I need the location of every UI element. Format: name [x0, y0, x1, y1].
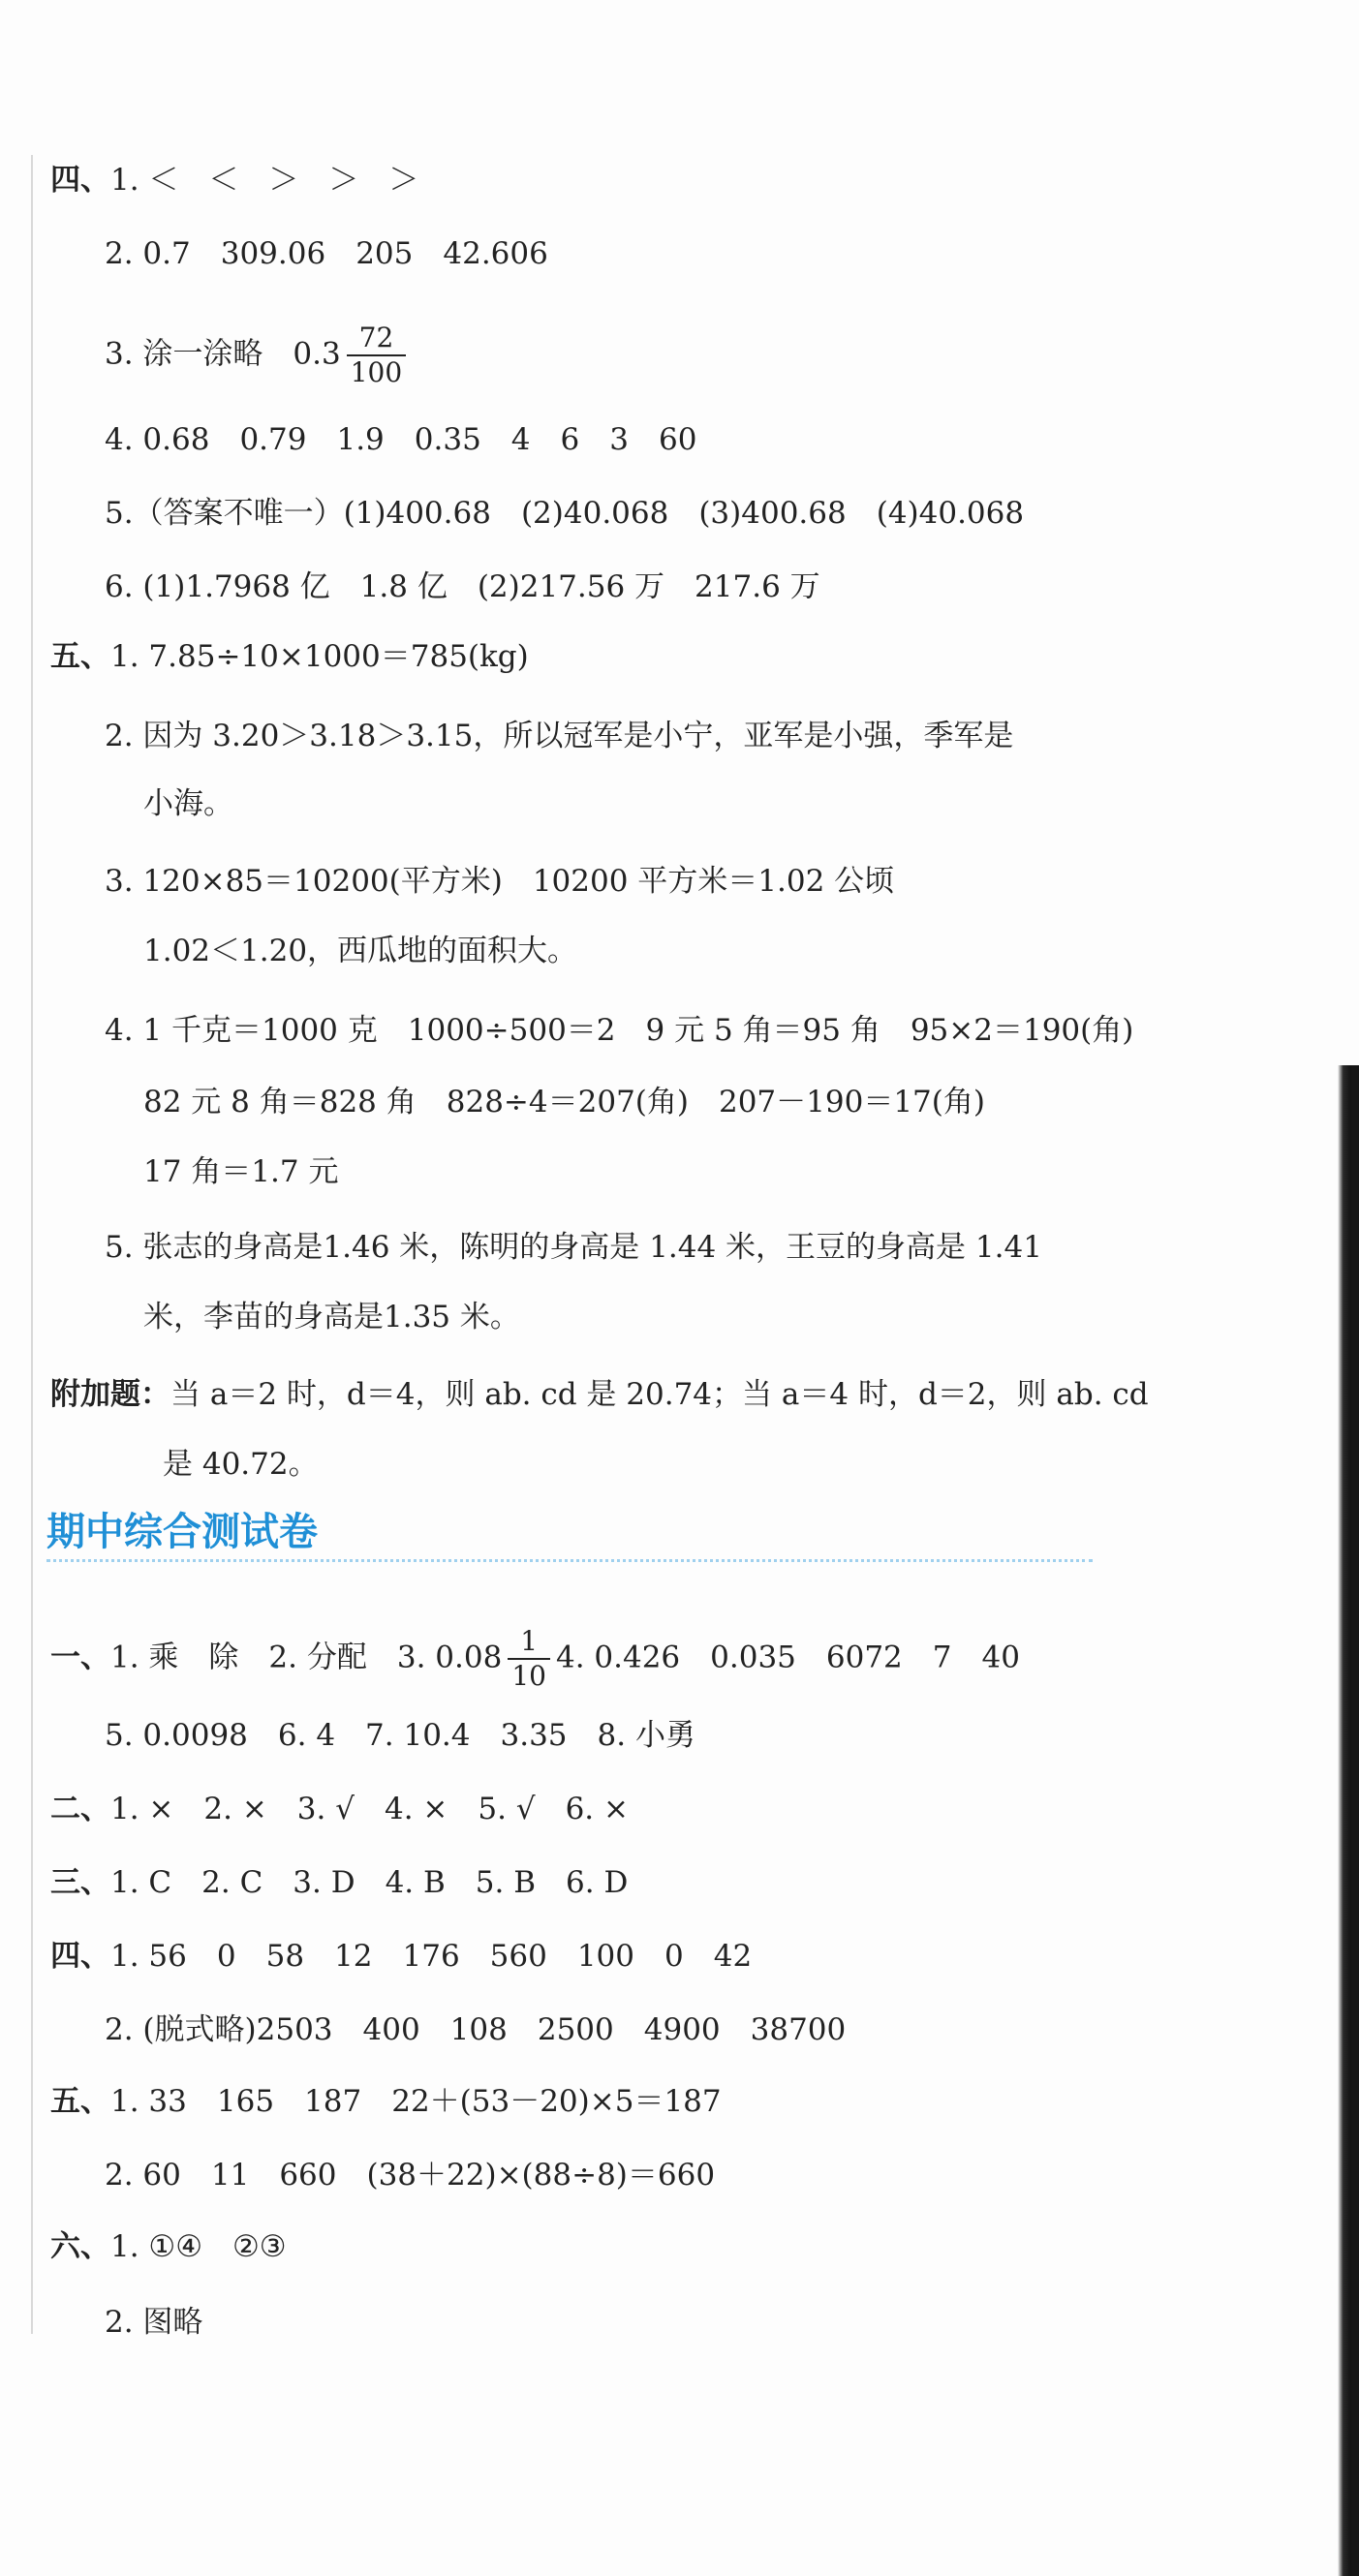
mid-p3-line	[50, 1863, 628, 1902]
part5-line-2a: 2. 因为 3.20＞3.18＞3.15，所以冠军是小宁，亚军是小强，季军是	[105, 719, 1014, 753]
part5-line-2b: 小海。	[143, 786, 233, 821]
mid-p1a-before: 1. 乘 除 2. 分配 3. 0.08	[110, 1640, 503, 1675]
mid-p5a-text: 1. 33 165 187 22＋(53－20)×5＝187	[110, 2084, 722, 2119]
part4-line-5: 5.（答案不唯一）(1)400.68 (2)40.068 (3)400.68 (4)40.068	[105, 496, 1025, 531]
part4-line-2: 2. 0.7 309.06 205 42.606	[105, 236, 548, 271]
mid-p4-line-a	[50, 1937, 752, 1976]
part5-line-4a: 4. 1 千克＝1000 克 1000÷500＝2 9 元 5 角＝95 角 95×2＝190(角)	[105, 1013, 1134, 1048]
mid-p2-label: 二、	[50, 1792, 110, 1826]
part5-line-4b: 82 元 8 角＝828 角 828÷4＝207(角) 207－190＝17(角)	[143, 1085, 985, 1119]
fraction-72-100	[347, 322, 406, 389]
binding-margin-line	[31, 155, 33, 2334]
mid-p3-label: 三、	[50, 1865, 110, 1900]
part4-line-3-text: 3. 涂一涂略 0.3	[105, 336, 341, 372]
bonus-line-a	[50, 1375, 1149, 1414]
part5-line-5a: 5. 张志的身高是1.46 米，陈明的身高是 1.44 米，王豆的身高是 1.41	[105, 1230, 1042, 1265]
part4-label: 四、	[50, 163, 110, 198]
part4-line-1	[50, 161, 418, 199]
fraction-numerator: 1	[508, 1625, 550, 1660]
mid-p3-text: 1. C 2. C 3. D 4. B 5. B 6. D	[110, 1865, 629, 1900]
mid-p6-label: 六、	[50, 2229, 110, 2264]
part5-label: 五、	[50, 639, 110, 674]
fraction-1-10	[508, 1625, 550, 1693]
mid-p1-label: 一、	[50, 1640, 110, 1675]
part4-line-3	[105, 322, 412, 389]
part5-line-3a: 3. 120×85＝10200(平方米) 10200 平方米＝1.02 公顷	[105, 864, 895, 899]
mid-p5-label: 五、	[50, 2084, 110, 2119]
bonus-line-b: 是 40.72。	[163, 1447, 319, 1482]
scanned-page-edge-dark	[1351, 1065, 1359, 2576]
part5-line-3b: 1.02＜1.20，西瓜地的面积大。	[143, 934, 578, 968]
section-title: 期中综合测试卷	[46, 1510, 318, 1554]
part5-line-5b: 米，李苗的身高是1.35 米。	[143, 1300, 520, 1334]
scanned-page-edge	[1338, 1065, 1351, 2576]
mid-p1a-after: 4. 0.426 0.035 6072 7 40	[555, 1640, 1020, 1675]
mid-p1-line-b: 5. 0.0098 6. 4 7. 10.4 3.35 8. 小勇	[105, 1718, 695, 1753]
fraction-numerator: 72	[347, 322, 406, 356]
part4-line-6: 6. (1)1.7968 亿 1.8 亿 (2)217.56 万 217.6 万	[105, 569, 820, 604]
part4-line-4: 4. 0.68 0.79 1.9 0.35 4 6 3 60	[105, 422, 697, 457]
mid-p4-line-b: 2. (脱式略)2503 400 108 2500 4900 38700	[105, 2012, 847, 2047]
part4-line-1-text: 1. ＜ ＜ ＞ ＞ ＞	[110, 163, 419, 198]
mid-p6-line-b: 2. 图略	[105, 2305, 203, 2340]
section-title-rule	[46, 1559, 1093, 1562]
part5-line-1-text: 1. 7.85÷10×1000＝785(kg)	[110, 639, 529, 674]
mid-p5-line-b: 2. 60 11 660 (38＋22)×(88÷8)＝660	[105, 2158, 716, 2193]
mid-p1-line-a	[50, 1625, 1020, 1693]
bonus-line-a-text: 当 a＝2 时，d＝4，则 ab. cd 是 20.74；当 a＝4 时，d＝2，则 ab. cd	[170, 1377, 1149, 1412]
fraction-denominator: 10	[511, 1660, 546, 1692]
bonus-label: 附加题：	[50, 1377, 170, 1412]
mid-p2-text: 1. × 2. × 3. √ 4. × 5. √ 6. ×	[110, 1792, 629, 1826]
mid-p6a-text: 1. ①④ ②③	[110, 2229, 287, 2264]
mid-p5-line-a	[50, 2082, 722, 2121]
mid-p4a-text: 1. 56 0 58 12 176 560 100 0 42	[110, 1939, 753, 1974]
part5-line-4c: 17 角＝1.7 元	[143, 1154, 339, 1189]
fraction-denominator: 100	[350, 356, 403, 388]
mid-p2-line	[50, 1790, 629, 1828]
part5-line-1	[50, 637, 529, 676]
mid-p6-line-a	[50, 2227, 287, 2266]
mid-p4-label: 四、	[50, 1939, 110, 1974]
